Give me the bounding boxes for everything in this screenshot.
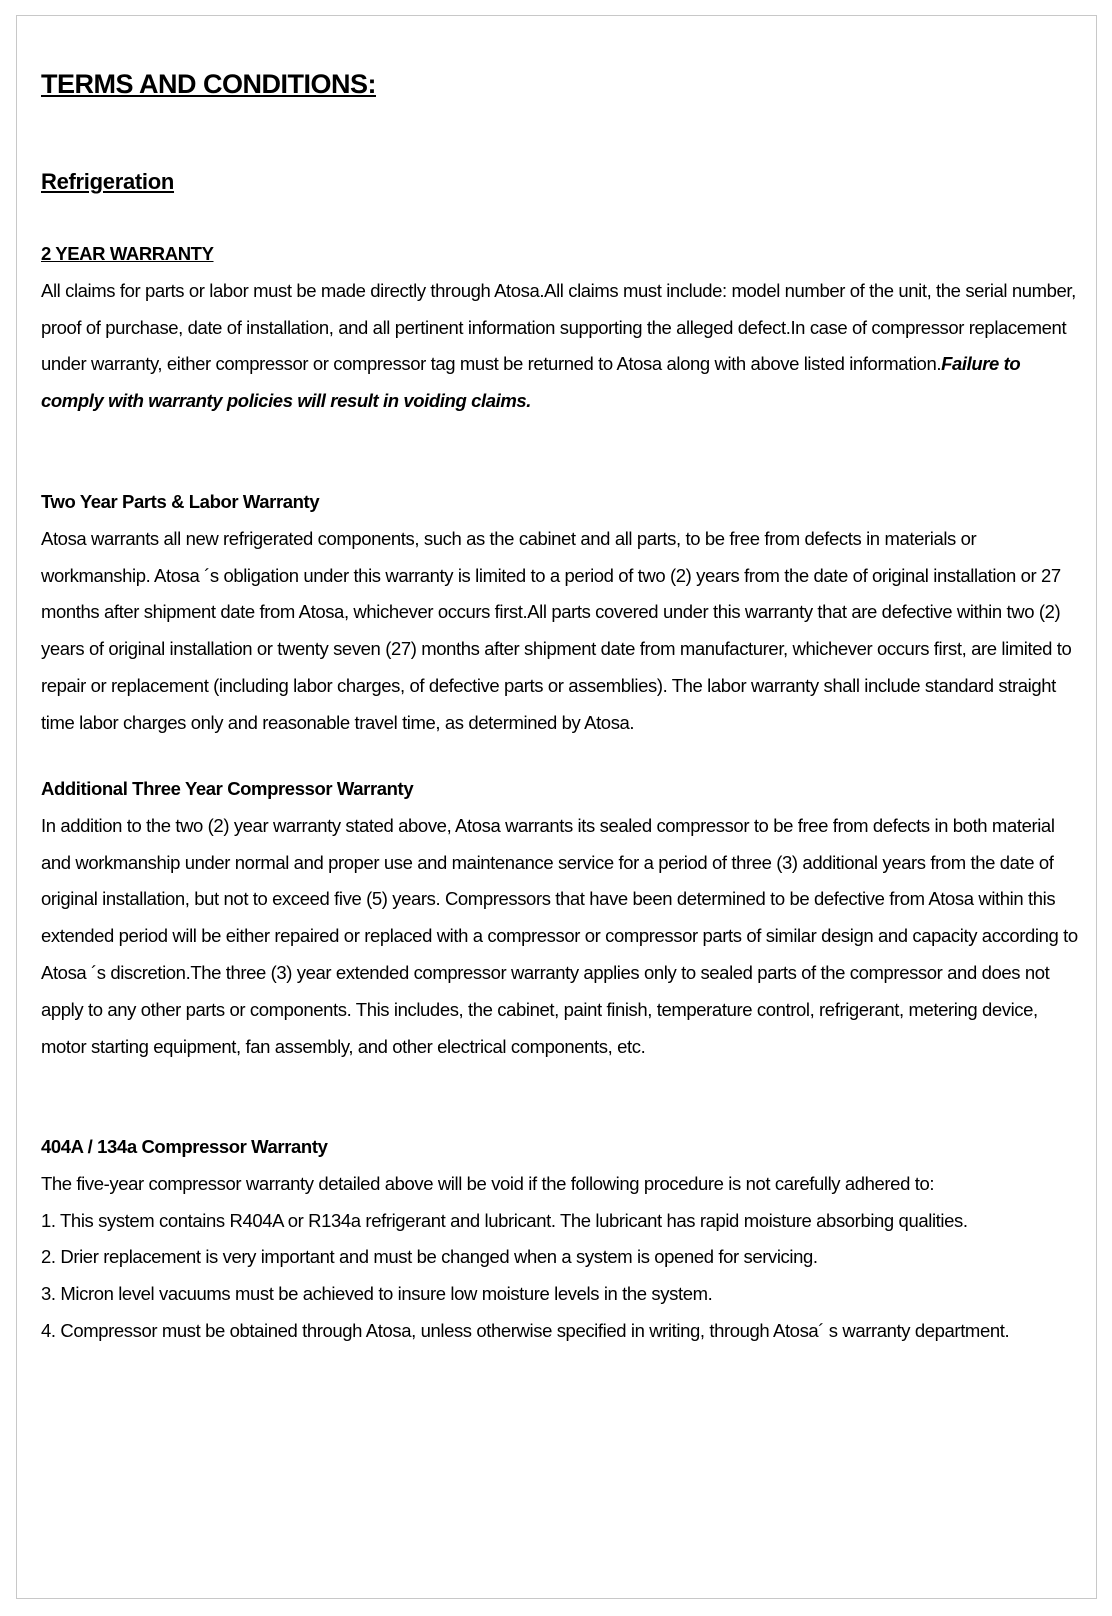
refrigerant-warranty-section <box>41 1129 1081 1350</box>
main-title: TERMS AND CONDITIONS: <box>41 69 376 99</box>
compressor-warranty-heading: Additional Three Year Compressor Warranty <box>41 778 414 799</box>
document-page <box>16 15 1097 1599</box>
two-year-warranty-emphasis: Failure to comply with warranty policies will result in voiding claims. <box>41 353 1021 412</box>
procedure-item: 1. This system contains R404A or R134a refrigerant and lubricant. The lubricant has rapid moisture absorbing qualities. <box>41 1209 968 1231</box>
refrigerant-warranty-intro: The five-year compressor warranty detailed above will be void if the following procedure is not carefully adhered to: <box>41 1172 935 1194</box>
two-year-warranty-heading: 2 YEAR WARRANTY <box>41 243 214 264</box>
compressor-warranty-body: In addition to the two (2) year warranty stated above, Atosa warrants its sealed compressor to be free from defects in both material and workmanship under normal and proper use and maintenance service for a period of three (3) additional years from the date of original installation, but not to exceed five (5) years. Compressors that have been determined to be defective from Atosa within this extended period will be either repaired or replaced with a compressor or compressor parts of similar design and capacity according to Atosa ´s discretion.The three (3) year extended compressor warranty applies only to sealed parts of the compressor and does not apply to any other parts or components. This includes, the cabinet, paint finish, temperature control, refrigerant, metering device, motor starting equipment, fan assembly, and other electrical components, etc. <box>41 814 1078 1057</box>
procedure-item: 3. Micron level vacuums must be achieved to insure low moisture levels in the system. <box>41 1283 713 1305</box>
procedure-item: 4. Compressor must be obtained through Atosa, unless otherwise specified in writing, through Atosa´ s warranty department. <box>41 1319 1010 1341</box>
parts-labor-section <box>41 484 1081 742</box>
section-title: Refrigeration <box>41 169 175 194</box>
document-content <box>41 66 1081 1341</box>
two-year-warranty-section <box>41 236 1081 420</box>
parts-labor-heading: Two Year Parts & Labor Warranty <box>41 491 320 512</box>
parts-labor-body: Atosa warrants all new refrigerated components, such as the cabinet and all parts, to be free from defects in materials or workmanship. Atosa ´s obligation under this warranty is limited to a period of two (2) years from the date of original installation or 27 months after shipment date from Atosa, whichever occurs first.All parts covered under this warranty that are defective within two (2) years of original installation or twenty seven (27) months after shipment date from manufacturer, whichever occurs first, are limited to repair or replacement (including labor charges, of defective parts or assemblies). The labor warranty shall include standard straight time labor charges only and reasonable travel time, as determined by Atosa. <box>41 527 1072 733</box>
procedure-item: 2. Drier replacement is very important and must be changed when a system is opened for servicing. <box>41 1246 818 1268</box>
refrigerant-warranty-heading: 404A / 134a Compressor Warranty <box>41 1136 328 1157</box>
compressor-warranty-section <box>41 771 1081 1065</box>
two-year-warranty-body <box>41 273 1081 420</box>
two-year-warranty-text: All claims for parts or labor must be made directly through Atosa.All claims must include: model number of the unit, the serial number, proof of purchase, date of installation, and all pertinent information supporting the alleged defect.In case of compressor replacement under warranty, either compressor or compressor tag must be returned to Atosa along with above listed information. <box>41 279 1076 375</box>
